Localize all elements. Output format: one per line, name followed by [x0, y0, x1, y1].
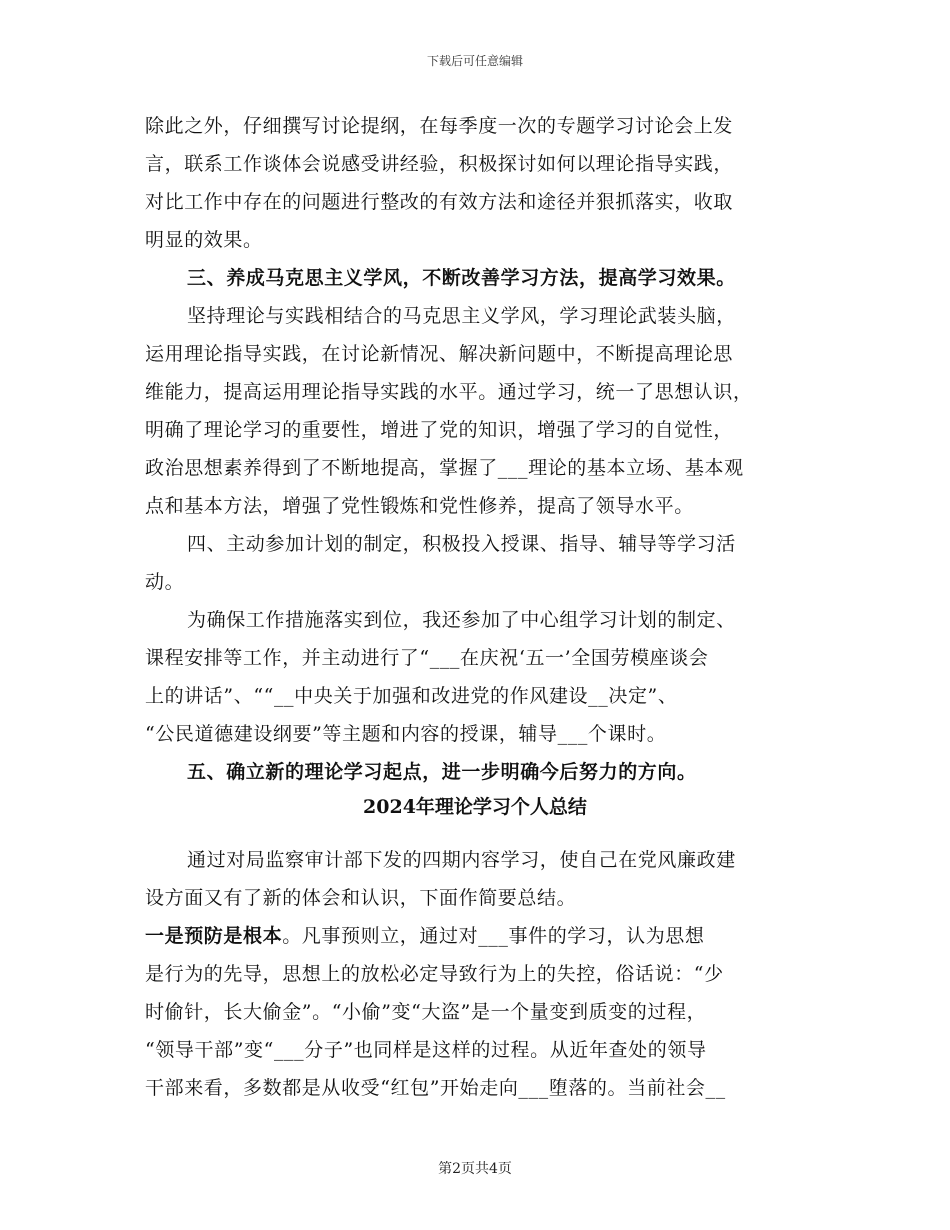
text-rest: 。凡事预则立，通过对___事件的学习，认为思想: [282, 925, 705, 947]
section-heading: 四、主动参加计划的制定，积极投入授课、指导、辅导等学习活: [187, 533, 736, 555]
text-line: 政治思想素养得到了不断地提高，掌握了___理论的基本立场、基本观: [145, 457, 744, 479]
text-line: 对比工作中存在的问题进行整改的有效方法和途径并狠抓落实，收取: [145, 191, 734, 213]
text-line: 明确了理论学习的重要性，增进了党的知识，增强了学习的自觉性，: [145, 419, 734, 441]
text-line: 时偷针，长大偷金”。“小偷”变“大盗”是一个量变到质变的过程，: [145, 1001, 707, 1023]
text-line: 明显的效果。: [145, 229, 263, 251]
page-header: 下载后可任意编辑: [426, 54, 523, 68]
text-line: 通过对局监察审计部下发的四期内容学习，使自己在党风廉政建: [187, 849, 736, 871]
document-title: 2024年理论学习个人总结: [363, 796, 587, 818]
page-footer: 第2页共4页: [438, 1161, 512, 1177]
section-heading: 五、确立新的理论学习起点，进一步明确今后努力的方向。: [187, 761, 697, 783]
text-line: 除此之外，仔细撰写讨论提纲，在每季度一次的专题学习讨论会上发: [145, 115, 734, 137]
text-line: 动。: [145, 571, 185, 593]
text-line: “领导干部”变“___分子”也同样是这样的过程。从近年查处的领导: [145, 1039, 707, 1061]
text-line: 设方面又有了新的体会和认识，下面作简要总结。: [145, 887, 577, 909]
text-line: 点和基本方法，增强了党性锻炼和党性修养，提高了领导水平。: [145, 495, 694, 517]
text-line: 上的讲话”、““__中央关于加强和改进党的作风建设__决定”、: [145, 685, 678, 707]
bold-lead: 一是预防是根本: [145, 925, 283, 947]
text-line: “公民道德建设纲要”等主题和内容的授课，辅导___个课时。: [145, 723, 667, 745]
text-line: 课程安排等工作，并主动进行了“___在庆祝‘五一’全国劳模座谈会: [145, 647, 709, 669]
text-line: 是行为的先导，思想上的放松必定导致行为上的失控，俗话说：“少: [145, 963, 724, 985]
section-heading: 三、养成马克思主义学风，不断改善学习方法，提高学习效果。: [187, 267, 736, 289]
text-line: 言，联系工作谈体会说感受讲经验，积极探讨如何以理论指导实践，: [145, 153, 734, 175]
text-line: 运用理论指导实践，在讨论新情况、解决新问题中，不断提高理论思: [145, 343, 734, 365]
text-line: 为确保工作措施落实到位，我还参加了中心组学习计划的制定、: [187, 609, 736, 631]
text-line: [145, 924, 705, 948]
text-line: 干部来看，多数都是从收受“红包”开始走向___堕落的。当前社会__: [145, 1077, 726, 1099]
text-line: 坚持理论与实践相结合的马克思主义学风，学习理论武装头脑，: [187, 305, 736, 327]
text-line: 维能力，提高运用理论指导实践的水平。通过学习，统一了思想认识，: [145, 381, 753, 403]
